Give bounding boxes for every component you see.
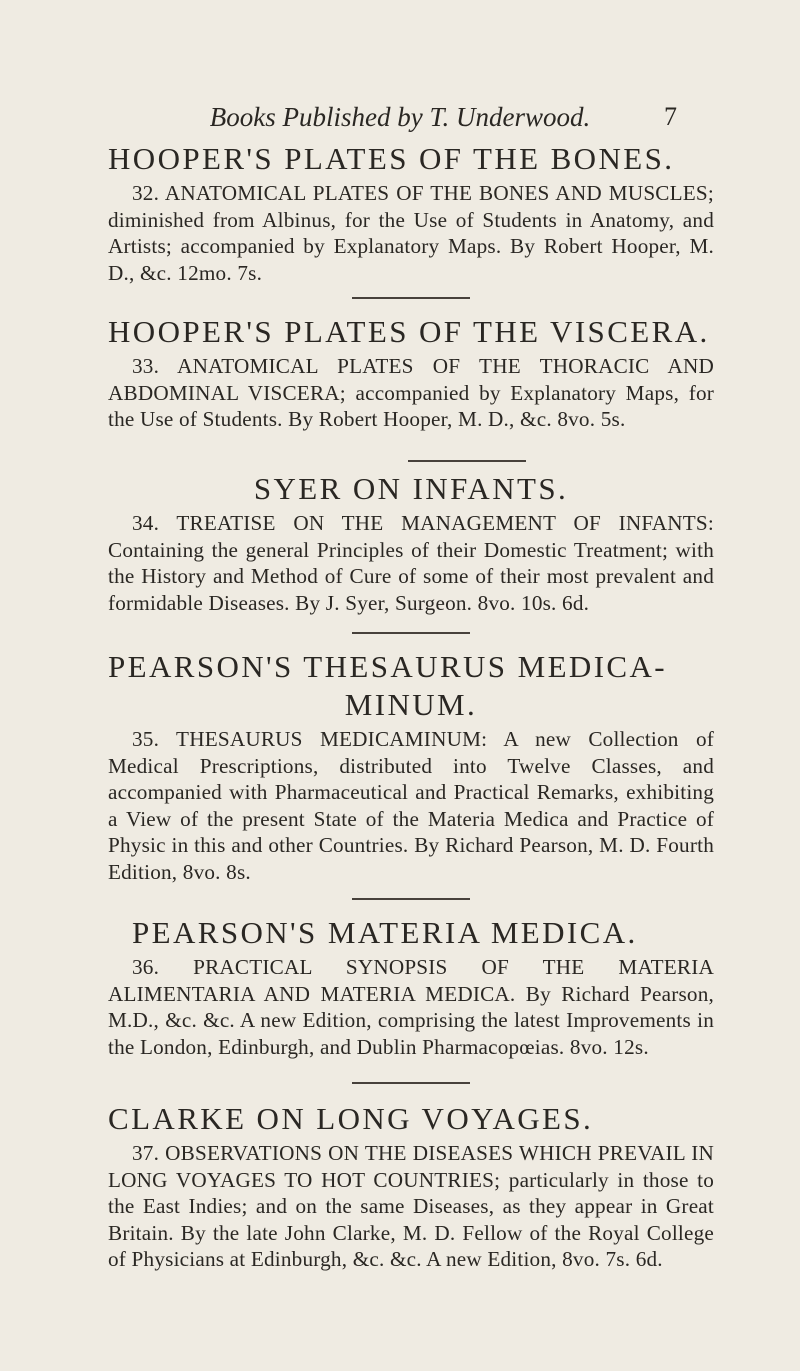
entry-hooper-viscera [108,313,714,433]
entry-text: 32. ANATOMICAL PLATES OF THE BONES AND MUSCLES; diminished from Albinus, for the Use of Students in Anatomy, and Artists; accompanied by Explanatory Maps. By Robert Hooper, M. D., &c. 12mo. 7s. [108,181,714,285]
entry-heading: HOOPER'S PLATES OF THE BONES. [108,141,675,176]
entry-heading: SYER ON INFANTS. [253,471,569,506]
entry-hooper-bones [108,140,714,286]
entry-pearson-materia [108,914,714,1060]
divider-rule [108,632,714,634]
divider-rule [108,297,714,299]
divider-rule [108,1082,714,1084]
entry-pearson-thesaurus [108,648,714,886]
entry-heading: PEARSON'S MATERIA MEDICA. [132,915,638,950]
entry-heading-line2: MINUM. [344,687,478,722]
entry-heading: HOOPER'S PLATES OF THE VISCERA. [108,314,710,349]
entry-clarke-voyages [108,1100,714,1273]
divider-rule [108,898,714,900]
entry-heading: CLARKE ON LONG VOYAGES. [108,1101,594,1136]
running-head-title: Books Published by T. Underwood. [209,102,591,132]
entry-syer-infants [108,470,714,616]
entry-text: 35. THESAURUS MEDICAMINUM: A new Collection of Medical Prescriptions, distributed into Twelve Classes, and accompanied with Pharmaceutical and Practical Remarks, exhibiting a View of the present State of the Materia Medica and Practice of Physic in this and other Countries. By Richard Pearson, M. D. Fourth Edition, 8vo. 8s. [108,727,714,884]
entry-heading-line1: PEARSON'S THESAURUS MEDICA- [108,649,667,684]
entry-text: 36. PRACTICAL SYNOPSIS OF THE MATERIA ALIMENTARIA AND MATERIA MEDICA. By Richard Pearson, M.D., &c. &c. A new Edition, comprising the latest Improvements in the London, Edinburgh, and Dublin Pharmacopœias. 8vo. 12s. [108,955,714,1059]
entry-text: 34. TREATISE ON THE MANAGEMENT OF INFANTS: Containing the general Principles of their Domestic Treatment; with the History and Method of Cure of some of their most prevalent and formidable Diseases. By J. Syer, Surgeon. 8vo. 10s. 6d. [108,511,714,615]
divider-rule [108,460,714,462]
entry-text: 37. OBSERVATIONS ON THE DISEASES WHICH PREVAIL IN LONG VOYAGES TO HOT COUNTRIES; particularly in those to the East Indies; and on the same Diseases, as they appear in Great Britain. By the late John Clarke, M. D. Fellow of the Royal College of Physicians at Edinburgh, &c. &c. A new Edition, 8vo. 7s. 6d. [108,1141,714,1272]
page-number: 7 [664,102,677,131]
entry-text: 33. ANATOMICAL PLATES OF THE THORACIC AND ABDOMINAL VISCERA; accompanied by Explanatory Maps, for the Use of Students. By Robert Hooper, M. D., &c. 8vo. 5s. [108,354,714,432]
